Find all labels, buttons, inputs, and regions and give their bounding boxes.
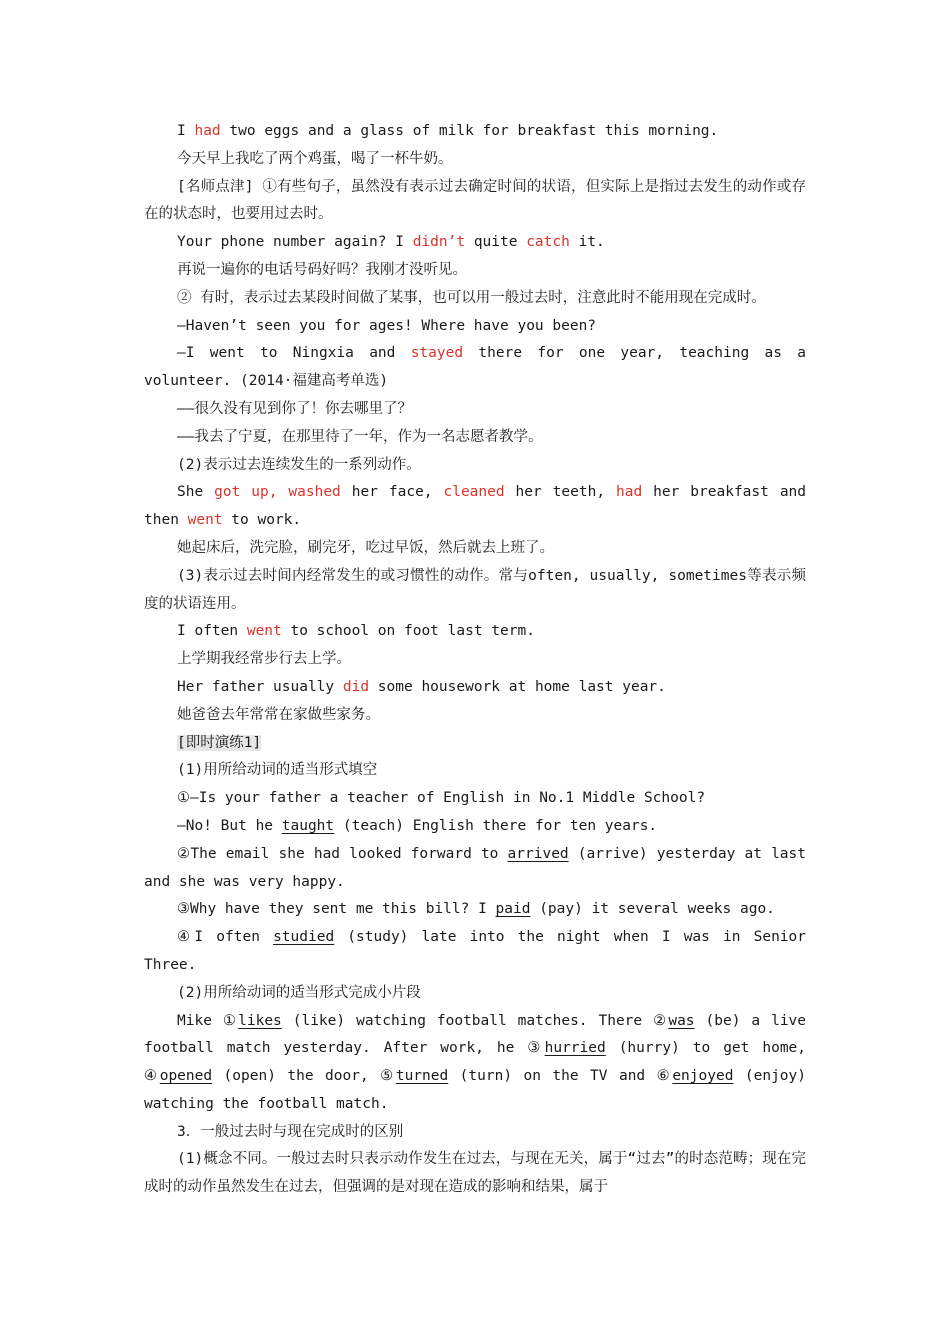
highlight-verb: cleaned (443, 484, 505, 501)
answer-blank: hurried (544, 1040, 606, 1057)
text: —No! But he (177, 817, 282, 834)
exercise-instruction-2: (2)用所给动词的适当形式完成小片段 (177, 984, 421, 1001)
note-2: ② 有时，表示过去某段时间做了某事，也可以用一般过去时，注意此时不能用现在完成时。 (177, 289, 766, 306)
text: (like) watching football matches. There ② (281, 1012, 669, 1029)
document-page (144, 118, 806, 1202)
highlight-verb: had (616, 484, 643, 501)
translation-3: 她起床后，洗完脸，刷完牙，吃过早饭，然后就去上班了。 (177, 539, 554, 556)
text: —I went to Ningxia and (177, 345, 411, 362)
text: Her father usually (177, 678, 343, 695)
exercise-heading (144, 730, 806, 758)
answer-blank: turned (395, 1068, 449, 1085)
dialogue-translation-2: ——我去了宁夏，在那里待了一年，作为一名志愿者教学。 (177, 428, 543, 445)
translation-5: 她爸爸去年常常在家做些家务。 (177, 706, 380, 723)
answer-blank: likes (238, 1012, 282, 1029)
text: to work. (222, 512, 302, 529)
highlight-verb: did (342, 678, 370, 695)
text: to school on foot last term. (281, 623, 535, 640)
text: (arrive) yesterday at last and she was very happy. (144, 845, 806, 890)
text: ④I often (177, 929, 274, 946)
difference-1: (1)概念不同。一般过去时只表示动作发生在过去，与现在无关，属于“过去”的时态范畴；现在完成时的动作虽然发生在过去，但强调的是对现在造成的影响和结果，属于 (144, 1151, 806, 1196)
text: her face, (340, 484, 444, 501)
highlight-verb: had (194, 123, 221, 139)
text: I often (177, 623, 247, 640)
text: ②The email she had looked forward to (177, 845, 508, 862)
exercise-item-1-answer (144, 813, 806, 841)
dialogue-line-1: —Haven’t seen you for ages! Where have you been? (177, 317, 597, 334)
example-sentence-1 (144, 118, 806, 146)
exercise-item-2 (144, 841, 806, 897)
answer-blank: arrived (507, 845, 569, 862)
text: She (177, 484, 215, 501)
text: quite (465, 234, 527, 251)
passage-exercise (144, 1008, 806, 1119)
highlight-verb: stayed (410, 345, 464, 362)
dialogue-translation-1: ——很久没有见到你了！你去哪里了？ (177, 400, 412, 417)
text: (open) the door, ⑤ (212, 1068, 396, 1085)
translation-4: 上学期我经常步行去上学。 (177, 651, 351, 668)
text: there for one year, teaching as a volunteer. (2014·福建高考单选) (144, 345, 806, 390)
text: her breakfast and then (144, 484, 807, 529)
dialogue-line-2 (144, 340, 806, 396)
text: I (177, 123, 195, 139)
exercise-item-3 (144, 896, 806, 924)
translation-2: 再说一遍你的电话号码好吗？我刚才没听见。 (177, 261, 467, 278)
exercise-tag: [即时演练1] (177, 734, 262, 751)
answer-blank: enjoyed (672, 1068, 734, 1085)
rule-2: (2)表示过去连续发生的一系列动作。 (177, 456, 421, 473)
exercise-instruction-1: (1)用所给动词的适当形式填空 (177, 762, 378, 779)
answer-blank: paid (495, 901, 531, 918)
exercise-item-4 (144, 924, 806, 980)
example-sentence-5 (144, 674, 806, 702)
translation-1: 今天早上我吃了两个鸡蛋，喝了一杯牛奶。 (177, 150, 453, 167)
text: (hurry) to get home, ④ (144, 1040, 807, 1085)
example-sentence-3 (144, 479, 806, 535)
text: her teeth, (504, 484, 617, 501)
example-sentence-2 (144, 229, 806, 257)
text: (be) a live football match yesterday. After work, he ③ (144, 1012, 807, 1057)
answer-blank: was (668, 1012, 695, 1029)
text: Mike ① (177, 1012, 239, 1029)
text: some housework at home last year. (369, 678, 666, 695)
answer-blank: studied (273, 929, 335, 946)
text: (enjoy) watching the football match. (144, 1068, 806, 1112)
highlight-verb: got up, washed (214, 484, 341, 501)
teacher-note: [名师点津] ①有些句子，虽然没有表示过去确定时间的状语，但实际上是指过去发生的动作或存在的状态时，也要用过去时。 (144, 178, 806, 223)
text: Your phone number again? I (177, 234, 413, 251)
example-sentence-4 (144, 618, 806, 646)
text: (study) late into the night when I was in Senior Three. (144, 929, 806, 973)
highlight-verb: didn’t (412, 234, 466, 251)
highlight-verb: went (246, 623, 282, 640)
text: (teach) English there for ten years. (334, 817, 658, 834)
answer-blank: opened (159, 1068, 213, 1085)
answer-blank: taught (281, 817, 335, 834)
text: (turn) on the TV and ⑥ (448, 1068, 673, 1085)
exercise-item-1: ①—Is your father a teacher of English in No.1 Middle School? (177, 790, 706, 807)
text: ③Why have they sent me this bill? I (177, 901, 496, 918)
section-heading-3: 3．一般过去时与现在完成时的区别 (177, 1123, 404, 1140)
text: (pay) it several weeks ago. (530, 901, 775, 918)
text: it. (569, 234, 605, 251)
highlight-verb: catch (526, 234, 570, 251)
text: two eggs and a glass of milk for breakfast this morning. (220, 123, 719, 139)
rule-3: (3)表示过去时间内经常发生的或习惯性的动作。常与often, usually, sometimes等表示频度的状语连用。 (144, 567, 806, 612)
highlight-verb: went (187, 512, 223, 529)
